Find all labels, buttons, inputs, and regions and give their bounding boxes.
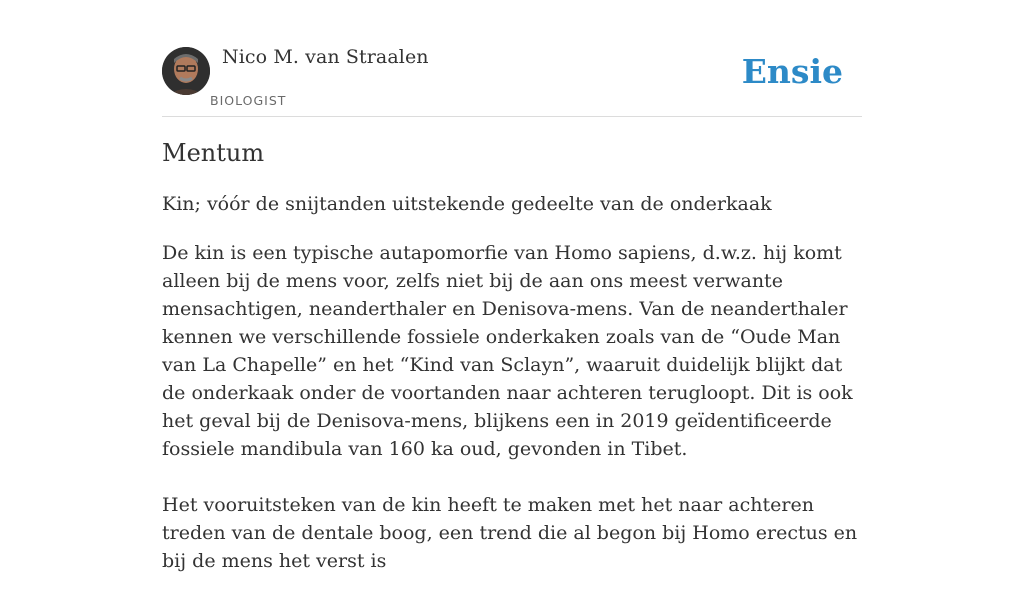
- body-paragraph: De kin is een typische autapomorfie van Homo sapiens, d.w.z. hij komt alleen bij de mens voor, zelfs niet bij de aan ons meest verwante mensachtigen, neanderthaler en Denisova-mens. Van de neanderthaler kennen we verschillende fossiele onderkaken zoals van de “Oude Man van La Chapelle” en het “Kind van Sclayn”, waaruit duidelijk blijkt dat de onderkaak onder de voortanden naar achteren terugloopt. Dit is ook het geval bij de Denisova-mens, blijkens een in 2019 geïdentificeerde fossiele mandibula van 160 ka oud, gevonden in Tibet.: [162, 242, 853, 460]
- entry-body: [162, 239, 862, 603]
- brand-logo[interactable]: Ensie: [741, 52, 843, 91]
- author-name[interactable]: Nico M. van Straalen: [222, 46, 429, 68]
- author-role: BIOLOGIST: [210, 93, 287, 108]
- author-photo-icon: [162, 47, 210, 95]
- entry-title: Mentum: [162, 139, 265, 167]
- author-header: [162, 44, 862, 117]
- body-paragraph: Het vooruitsteken van de kin heeft te maken met het naar achteren treden van de dentale boog, een trend die al begon bij Homo erectus en bij de mens het verst is: [162, 494, 858, 572]
- author-avatar[interactable]: [162, 47, 210, 95]
- entry-definition: Kin; vóór de snijtanden uitstekende gedeelte van de onderkaak: [162, 193, 772, 215]
